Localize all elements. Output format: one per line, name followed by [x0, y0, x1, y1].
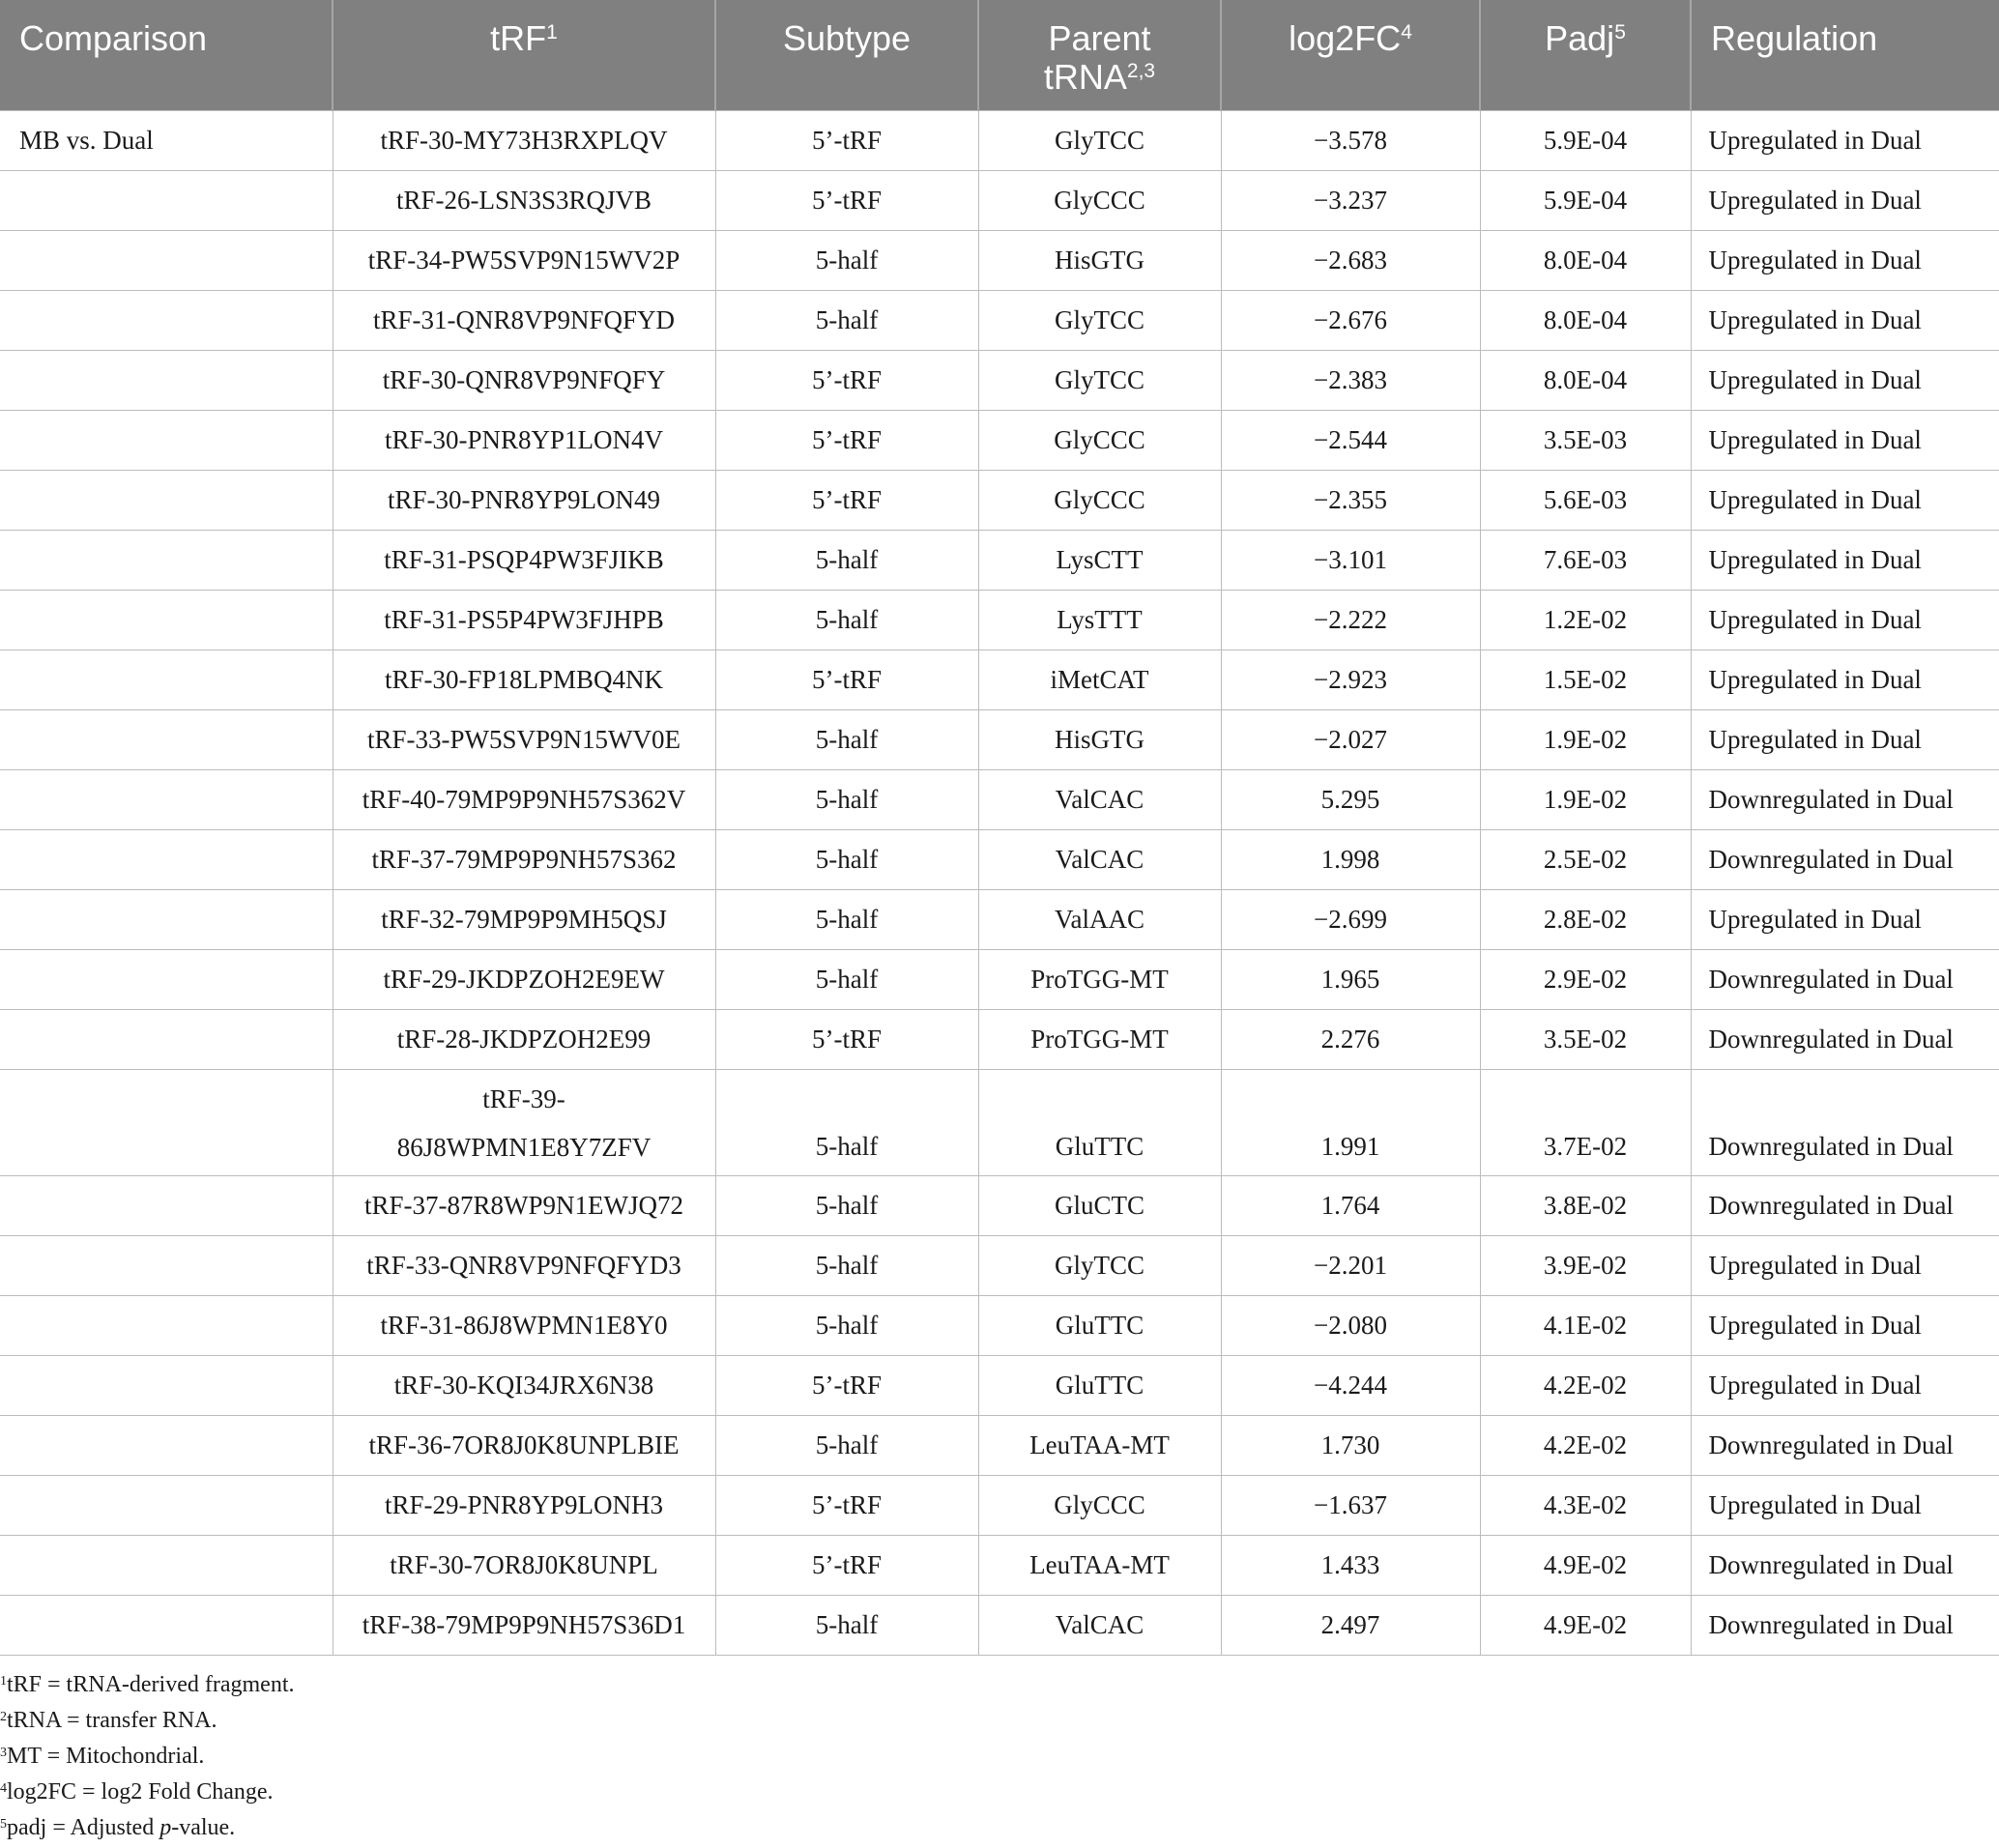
- log2fc-cell: 1.764: [1221, 1175, 1480, 1235]
- comparison-cell: [0, 410, 333, 470]
- table-row: [0, 1535, 1999, 1595]
- comparison-cell: [0, 590, 333, 650]
- log2fc-cell: −1.637: [1221, 1475, 1480, 1535]
- log2fc-cell: −2.544: [1221, 410, 1480, 470]
- subtype-cell: 5-half: [715, 1069, 978, 1175]
- subtype-cell: 5-half: [715, 1295, 978, 1355]
- trf-cell: tRF-30-PNR8YP1LON4V: [333, 410, 715, 470]
- parent-trna-cell: GluTTC: [978, 1295, 1221, 1355]
- padj-cell: 8.0E-04: [1480, 230, 1691, 290]
- subtype-cell: 5-half: [715, 230, 978, 290]
- padj-cell: 1.2E-02: [1480, 590, 1691, 650]
- footnote-marker: 5: [0, 1816, 7, 1832]
- comparison-cell: [0, 1295, 333, 1355]
- regulation-cell: Upregulated in Dual: [1691, 1475, 1999, 1535]
- parent-trna-cell: LysCTT: [978, 530, 1221, 590]
- parent-trna-cell: GluTTC: [978, 1069, 1221, 1175]
- regulation-cell: Upregulated in Dual: [1691, 290, 1999, 350]
- table-row: [0, 590, 1999, 650]
- trf-cell: tRF-30-FP18LPMBQ4NK: [333, 650, 715, 709]
- comparison-cell: [0, 1475, 333, 1535]
- regulation-cell: Downregulated in Dual: [1691, 1595, 1999, 1655]
- subtype-cell: 5-half: [715, 829, 978, 889]
- regulation-cell: Downregulated in Dual: [1691, 769, 1999, 829]
- parent-trna-cell: iMetCAT: [978, 650, 1221, 709]
- parent-trna-cell: LysTTT: [978, 590, 1221, 650]
- regulation-cell: Upregulated in Dual: [1691, 1235, 1999, 1295]
- table-row: [0, 1475, 1999, 1535]
- padj-cell: 3.9E-02: [1480, 1235, 1691, 1295]
- parent-trna-cell: LeuTAA-MT: [978, 1535, 1221, 1595]
- log2fc-cell: −2.683: [1221, 230, 1480, 290]
- table-row: [0, 1009, 1999, 1069]
- padj-cell: 4.2E-02: [1480, 1415, 1691, 1475]
- subtype-cell: 5’-tRF: [715, 170, 978, 230]
- regulation-cell: Downregulated in Dual: [1691, 1535, 1999, 1595]
- regulation-cell: Upregulated in Dual: [1691, 170, 1999, 230]
- trf-cell: tRF-38-79MP9P9NH57S36D1: [333, 1595, 715, 1655]
- regulation-cell: Upregulated in Dual: [1691, 110, 1999, 170]
- padj-cell: 5.6E-03: [1480, 470, 1691, 530]
- comparison-cell: [0, 949, 333, 1009]
- padj-cell: 2.9E-02: [1480, 949, 1691, 1009]
- padj-cell: 4.3E-02: [1480, 1475, 1691, 1535]
- padj-cell: 3.5E-02: [1480, 1009, 1691, 1069]
- subtype-cell: 5-half: [715, 1415, 978, 1475]
- footnote: [0, 1703, 1999, 1739]
- log2fc-cell: 2.276: [1221, 1009, 1480, 1069]
- table-row: [0, 230, 1999, 290]
- comparison-cell: [0, 1175, 333, 1235]
- regulation-cell: Upregulated in Dual: [1691, 889, 1999, 949]
- trf-cell: tRF-28-JKDPZOH2E99: [333, 1009, 715, 1069]
- subtype-cell: 5-half: [715, 769, 978, 829]
- regulation-cell: Downregulated in Dual: [1691, 1009, 1999, 1069]
- regulation-cell: Upregulated in Dual: [1691, 410, 1999, 470]
- log2fc-cell: −2.676: [1221, 290, 1480, 350]
- log2fc-cell: 1.730: [1221, 1415, 1480, 1475]
- regulation-cell: Downregulated in Dual: [1691, 1415, 1999, 1475]
- subtype-cell: 5-half: [715, 709, 978, 769]
- table-row: [0, 470, 1999, 530]
- footnote: [0, 1739, 1999, 1775]
- table-row: [0, 889, 1999, 949]
- parent-trna-cell: HisGTG: [978, 230, 1221, 290]
- footnote-text: log2FC = log2 Fold Change.: [7, 1778, 274, 1805]
- trf-cell: tRF-30-MY73H3RXPLQV: [333, 110, 715, 170]
- padj-cell: 4.9E-02: [1480, 1535, 1691, 1595]
- comparison-cell: [0, 1535, 333, 1595]
- subtype-cell: 5-half: [715, 590, 978, 650]
- subtype-cell: 5’-tRF: [715, 1475, 978, 1535]
- comparison-cell: [0, 1355, 333, 1415]
- padj-cell: 4.9E-02: [1480, 1595, 1691, 1655]
- log2fc-cell: 1.433: [1221, 1535, 1480, 1595]
- log2fc-cell: −3.101: [1221, 530, 1480, 590]
- padj-cell: 7.6E-03: [1480, 530, 1691, 590]
- table-body: [0, 110, 1999, 1655]
- parent-trna-cell: GlyTCC: [978, 350, 1221, 410]
- comparison-cell: [0, 170, 333, 230]
- subtype-cell: 5’-tRF: [715, 1535, 978, 1595]
- regulation-cell: Upregulated in Dual: [1691, 650, 1999, 709]
- parent-trna-cell: ProTGG-MT: [978, 1009, 1221, 1069]
- trf-cell: tRF-29-JKDPZOH2E9EW: [333, 949, 715, 1009]
- comparison-cell: [0, 650, 333, 709]
- log2fc-cell: −2.383: [1221, 350, 1480, 410]
- table-row: [0, 110, 1999, 170]
- subtype-cell: 5’-tRF: [715, 1355, 978, 1415]
- log2fc-cell: 5.295: [1221, 769, 1480, 829]
- regulation-cell: Upregulated in Dual: [1691, 470, 1999, 530]
- padj-cell: 3.5E-03: [1480, 410, 1691, 470]
- regulation-cell: Upregulated in Dual: [1691, 350, 1999, 410]
- padj-cell: 1.9E-02: [1480, 709, 1691, 769]
- table-row: [0, 709, 1999, 769]
- regulation-cell: Downregulated in Dual: [1691, 949, 1999, 1009]
- header-log2fc: $\log 2FC^4$: [1221, 0, 1480, 110]
- log2fc-cell: 1.965: [1221, 949, 1480, 1009]
- subtype-cell: 5-half: [715, 1235, 978, 1295]
- header-regulation: Regulation: [1691, 0, 1999, 110]
- subtype-cell: 5-half: [715, 530, 978, 590]
- trf-cell: tRF-36-7OR8J0K8UNPLBIE: [333, 1415, 715, 1475]
- footnotes: [0, 1656, 1999, 1846]
- padj-cell: 5.9E-04: [1480, 170, 1691, 230]
- comparison-cell: [0, 1415, 333, 1475]
- table-row: [0, 829, 1999, 889]
- footnote: [0, 1775, 1999, 1810]
- parent-trna-cell: HisGTG: [978, 709, 1221, 769]
- trf-cell: tRF-39-86J8WPMN1E8Y7ZFV: [333, 1069, 715, 1175]
- parent-trna-cell: ValCAC: [978, 1595, 1221, 1655]
- parent-trna-cell: GluTTC: [978, 1355, 1221, 1415]
- regulation-cell: Upregulated in Dual: [1691, 530, 1999, 590]
- footnote: [0, 1667, 1999, 1703]
- log2fc-cell: −3.578: [1221, 110, 1480, 170]
- trf-cell: tRF-33-QNR8VP9NFQFYD3: [333, 1235, 715, 1295]
- parent-trna-cell: GlyCCC: [978, 470, 1221, 530]
- comparison-cell: [0, 1069, 333, 1175]
- subtype-cell: 5’-tRF: [715, 1009, 978, 1069]
- parent-trna-cell: ValCAC: [978, 769, 1221, 829]
- parent-trna-cell: GlyTCC: [978, 290, 1221, 350]
- padj-cell: 1.9E-02: [1480, 769, 1691, 829]
- padj-cell: 8.0E-04: [1480, 350, 1691, 410]
- footnote-text: tRNA = transfer RNA.: [7, 1707, 217, 1733]
- header-trf: tRF$^1$: [333, 0, 715, 110]
- subtype-cell: 5’-tRF: [715, 410, 978, 470]
- trf-cell: tRF-29-PNR8YP9LONH3: [333, 1475, 715, 1535]
- subtype-cell: 5’-tRF: [715, 110, 978, 170]
- table-row: [0, 949, 1999, 1009]
- parent-trna-cell: LeuTAA-MT: [978, 1415, 1221, 1475]
- comparison-cell: [0, 290, 333, 350]
- table-row: [0, 1595, 1999, 1655]
- comparison-cell: MB vs. Dual: [0, 110, 333, 170]
- trf-cell: tRF-31-PS5P4PW3FJHPB: [333, 590, 715, 650]
- comparison-cell: [0, 709, 333, 769]
- table-row: [0, 1355, 1999, 1415]
- comparison-cell: [0, 470, 333, 530]
- log2fc-cell: −3.237: [1221, 170, 1480, 230]
- parent-trna-cell: GlyCCC: [978, 1475, 1221, 1535]
- subtype-cell: 5’-tRF: [715, 650, 978, 709]
- regulation-cell: Downregulated in Dual: [1691, 1175, 1999, 1235]
- padj-cell: 8.0E-04: [1480, 290, 1691, 350]
- comparison-cell: [0, 350, 333, 410]
- log2fc-cell: −2.027: [1221, 709, 1480, 769]
- padj-cell: 3.8E-02: [1480, 1175, 1691, 1235]
- header-row: [0, 0, 1999, 110]
- subtype-cell: 5-half: [715, 889, 978, 949]
- subtype-cell: 5-half: [715, 1595, 978, 1655]
- subtype-cell: 5-half: [715, 1175, 978, 1235]
- trf-cell: tRF-31-86J8WPMN1E8Y0: [333, 1295, 715, 1355]
- regulation-cell: Downregulated in Dual: [1691, 1069, 1999, 1175]
- table-row: [0, 1069, 1999, 1175]
- parent-trna-cell: GlyCCC: [978, 170, 1221, 230]
- comparison-cell: [0, 230, 333, 290]
- parent-trna-cell: ProTGG-MT: [978, 949, 1221, 1009]
- subtype-cell: 5’-tRF: [715, 350, 978, 410]
- trf-cell: tRF-30-PNR8YP9LON49: [333, 470, 715, 530]
- table-header: [0, 0, 1999, 110]
- log2fc-cell: −2.699: [1221, 889, 1480, 949]
- regulation-cell: Upregulated in Dual: [1691, 1355, 1999, 1415]
- table-row: [0, 650, 1999, 709]
- table-row: [0, 1295, 1999, 1355]
- regulation-cell: Downregulated in Dual: [1691, 829, 1999, 889]
- trf-cell: tRF-26-LSN3S3RQJVB: [333, 170, 715, 230]
- trf-cell: tRF-37-79MP9P9NH57S362: [333, 829, 715, 889]
- footnote-marker: 1: [0, 1673, 7, 1689]
- trf-cell: tRF-31-QNR8VP9NFQFYD: [333, 290, 715, 350]
- subtype-cell: 5’-tRF: [715, 470, 978, 530]
- comparison-cell: [0, 889, 333, 949]
- log2fc-cell: −2.923: [1221, 650, 1480, 709]
- log2fc-cell: 1.991: [1221, 1069, 1480, 1175]
- parent-trna-cell: ValAAC: [978, 889, 1221, 949]
- parent-trna-cell: GlyCCC: [978, 410, 1221, 470]
- log2fc-cell: 1.998: [1221, 829, 1480, 889]
- padj-cell: 2.5E-02: [1480, 829, 1691, 889]
- padj-cell: 4.2E-02: [1480, 1355, 1691, 1415]
- table-row: [0, 410, 1999, 470]
- log2fc-cell: −2.080: [1221, 1295, 1480, 1355]
- regulation-cell: Upregulated in Dual: [1691, 230, 1999, 290]
- parent-trna-cell: GlyTCC: [978, 110, 1221, 170]
- parent-trna-cell: GlyTCC: [978, 1235, 1221, 1295]
- footnote-text: MT = Mitochondrial.: [7, 1743, 205, 1769]
- trf-cell: tRF-30-QNR8VP9NFQFY: [333, 350, 715, 410]
- parent-trna-cell: ValCAC: [978, 829, 1221, 889]
- table-row: [0, 1235, 1999, 1295]
- parent-trna-cell: GluCTC: [978, 1175, 1221, 1235]
- comparison-cell: [0, 1009, 333, 1069]
- table-row: [0, 170, 1999, 230]
- log2fc-cell: −4.244: [1221, 1355, 1480, 1415]
- footnote-text: tRF = tRNA-derived fragment.: [7, 1671, 295, 1697]
- table-row: [0, 350, 1999, 410]
- table-row: [0, 1415, 1999, 1475]
- footnote-text: padj = Adjusted p-value.: [7, 1814, 236, 1840]
- trf-cell: tRF-40-79MP9P9NH57S362V: [333, 769, 715, 829]
- table-row: [0, 1175, 1999, 1235]
- footnote-marker: 3: [0, 1745, 7, 1760]
- subtype-cell: 5-half: [715, 949, 978, 1009]
- header-parent-trna: Parent tRNA$^{2,3}$: [978, 0, 1221, 110]
- comparison-cell: [0, 829, 333, 889]
- padj-cell: 4.1E-02: [1480, 1295, 1691, 1355]
- padj-cell: 3.7E-02: [1480, 1069, 1691, 1175]
- trf-cell: tRF-32-79MP9P9MH5QSJ: [333, 889, 715, 949]
- padj-cell: 2.8E-02: [1480, 889, 1691, 949]
- trf-cell: tRF-37-87R8WP9N1EWJQ72: [333, 1175, 715, 1235]
- trf-cell: tRF-31-PSQP4PW3FJIKB: [333, 530, 715, 590]
- trf-cell: tRF-30-7OR8J0K8UNPL: [333, 1535, 715, 1595]
- comparison-cell: [0, 1595, 333, 1655]
- log2fc-cell: −2.201: [1221, 1235, 1480, 1295]
- trf-cell: tRF-30-KQI34JRX6N38: [333, 1355, 715, 1415]
- regulation-cell: Upregulated in Dual: [1691, 1295, 1999, 1355]
- log2fc-cell: −2.355: [1221, 470, 1480, 530]
- comparison-cell: [0, 769, 333, 829]
- trf-cell: tRF-33-PW5SVP9N15WV0E: [333, 709, 715, 769]
- comparison-cell: [0, 1235, 333, 1295]
- header-padj: Padj$^5$: [1480, 0, 1691, 110]
- padj-cell: 5.9E-04: [1480, 110, 1691, 170]
- log2fc-cell: −2.222: [1221, 590, 1480, 650]
- table-row: [0, 530, 1999, 590]
- regulation-cell: Upregulated in Dual: [1691, 590, 1999, 650]
- footnote-marker: 2: [0, 1709, 7, 1724]
- header-subtype: Subtype: [715, 0, 978, 110]
- trf-cell: tRF-34-PW5SVP9N15WV2P: [333, 230, 715, 290]
- comparison-cell: [0, 530, 333, 590]
- header-comparison: Comparison: [0, 0, 333, 110]
- regulation-cell: Upregulated in Dual: [1691, 709, 1999, 769]
- footnote-marker: 4: [0, 1780, 7, 1796]
- footnote: [0, 1810, 1999, 1846]
- subtype-cell: 5-half: [715, 290, 978, 350]
- padj-cell: 1.5E-02: [1480, 650, 1691, 709]
- table-row: [0, 290, 1999, 350]
- log2fc-cell: 2.497: [1221, 1595, 1480, 1655]
- table-row: [0, 769, 1999, 829]
